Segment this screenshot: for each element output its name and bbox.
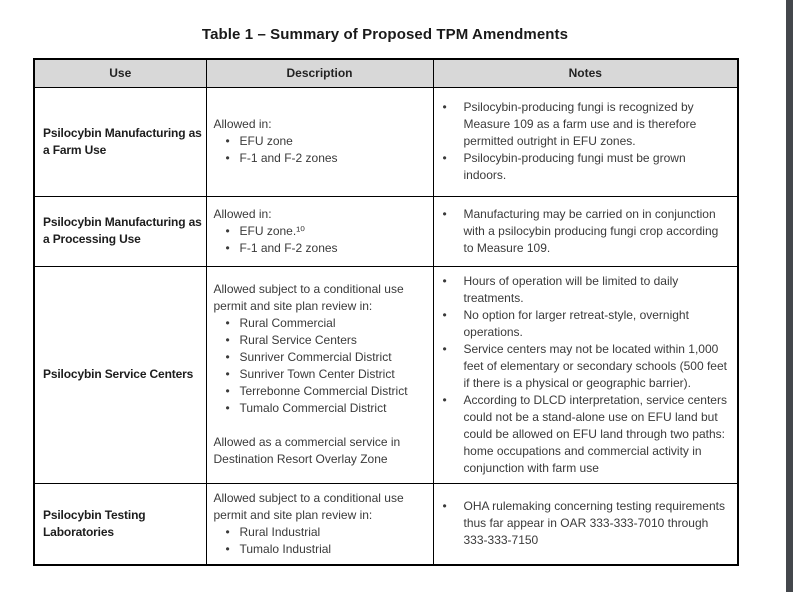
notes-cell — [433, 483, 738, 565]
bullet-item: • Tumalo Commercial District — [214, 400, 427, 417]
notes-cell — [433, 196, 738, 266]
notes-bullet-list — [442, 99, 732, 184]
bullet-item: • According to DLCD interpretation, service centers could not be a stand-alone use on EFU land but could be allowed on EFU land through two paths: home occupations and commercial activity in conjunction with farm use — [442, 392, 732, 477]
column-header-description: Description — [206, 59, 433, 87]
bullet-item: • Terrebonne Commercial District — [214, 383, 427, 400]
bullet-item: • Manufacturing may be carried on in conjunction with a psilocybin producing fungi crop according to Measure 109. — [442, 206, 732, 257]
table-row — [34, 196, 738, 266]
description-outro: Allowed as a commercial service in Destination Resort Overlay Zone — [213, 435, 401, 466]
description-intro: Allowed subject to a conditional use permit and site plan review in: — [213, 282, 404, 313]
bullet-item: • OHA rulemaking concerning testing requirements thus far appear in OAR 333-333-7010 through 333-333-7150 — [442, 498, 732, 549]
table-row — [34, 483, 738, 565]
use-cell: Psilocybin Manufacturing as a Farm Use — [34, 87, 206, 196]
bullet-item: • EFU zone — [214, 133, 427, 150]
bullet-item: • No option for larger retreat-style, overnight operations. — [442, 307, 732, 341]
bullet-item: • Sunriver Town Center District — [214, 366, 427, 383]
description-cell — [206, 87, 433, 196]
table-row — [34, 87, 738, 196]
description-bullet-list — [214, 524, 427, 558]
description-intro: Allowed in: — [213, 206, 272, 221]
notes-bullet-list — [442, 498, 732, 549]
notes-cell — [433, 266, 738, 483]
use-cell: Psilocybin Service Centers — [34, 266, 206, 483]
column-header-use: Use — [34, 59, 206, 87]
bullet-item: • Sunriver Commercial District — [214, 349, 427, 366]
description-bullet-list — [214, 315, 427, 417]
bullet-item: • F-1 and F-2 zones — [214, 240, 427, 257]
notes-bullet-list — [442, 206, 732, 257]
bullet-item: • Rural Service Centers — [214, 332, 427, 349]
window-edge-strip — [786, 0, 793, 592]
bullet-item: • F-1 and F-2 zones — [214, 150, 427, 167]
description-cell — [206, 196, 433, 266]
description-cell — [206, 483, 433, 565]
bullet-item: • Rural Industrial — [214, 524, 427, 541]
bullet-item: • Psilocybin-producing fungi must be grown indoors. — [442, 150, 732, 184]
description-bullet-list — [214, 133, 427, 167]
bullet-item: • Service centers may not be located within 1,000 feet of elementary or secondary schools (500 feet if there is a physical or geographic barrier). — [442, 341, 732, 392]
table-title: Table 1 – Summary of Proposed TPM Amendments — [201, 26, 569, 43]
bullet-item: • Hours of operation will be limited to daily treatments. — [442, 273, 732, 307]
bullet-item: • Tumalo Industrial — [214, 541, 427, 558]
use-cell: Psilocybin Testing Laboratories — [34, 483, 206, 565]
description-bullet-list — [214, 223, 427, 257]
tpm-amendments-table — [33, 58, 739, 566]
description-cell — [206, 266, 433, 483]
notes-bullet-list — [442, 273, 732, 477]
description-intro: Allowed in: — [213, 117, 272, 131]
table-row — [34, 266, 738, 483]
bullet-item: • Psilocybin-producing fungi is recognized by Measure 109 as a farm use and is therefore permitted outright in EFU zones. — [442, 99, 732, 150]
use-cell: Psilocybin Manufacturing as a Processing Use — [34, 196, 206, 266]
column-header-notes: Notes — [433, 59, 738, 87]
table-header-row — [34, 59, 738, 87]
notes-cell — [433, 87, 738, 196]
bullet-item: • EFU zone.¹⁰ — [214, 223, 427, 240]
description-intro: Allowed subject to a conditional use permit and site plan review in: — [213, 490, 404, 522]
bullet-item: • Rural Commercial — [214, 315, 427, 332]
